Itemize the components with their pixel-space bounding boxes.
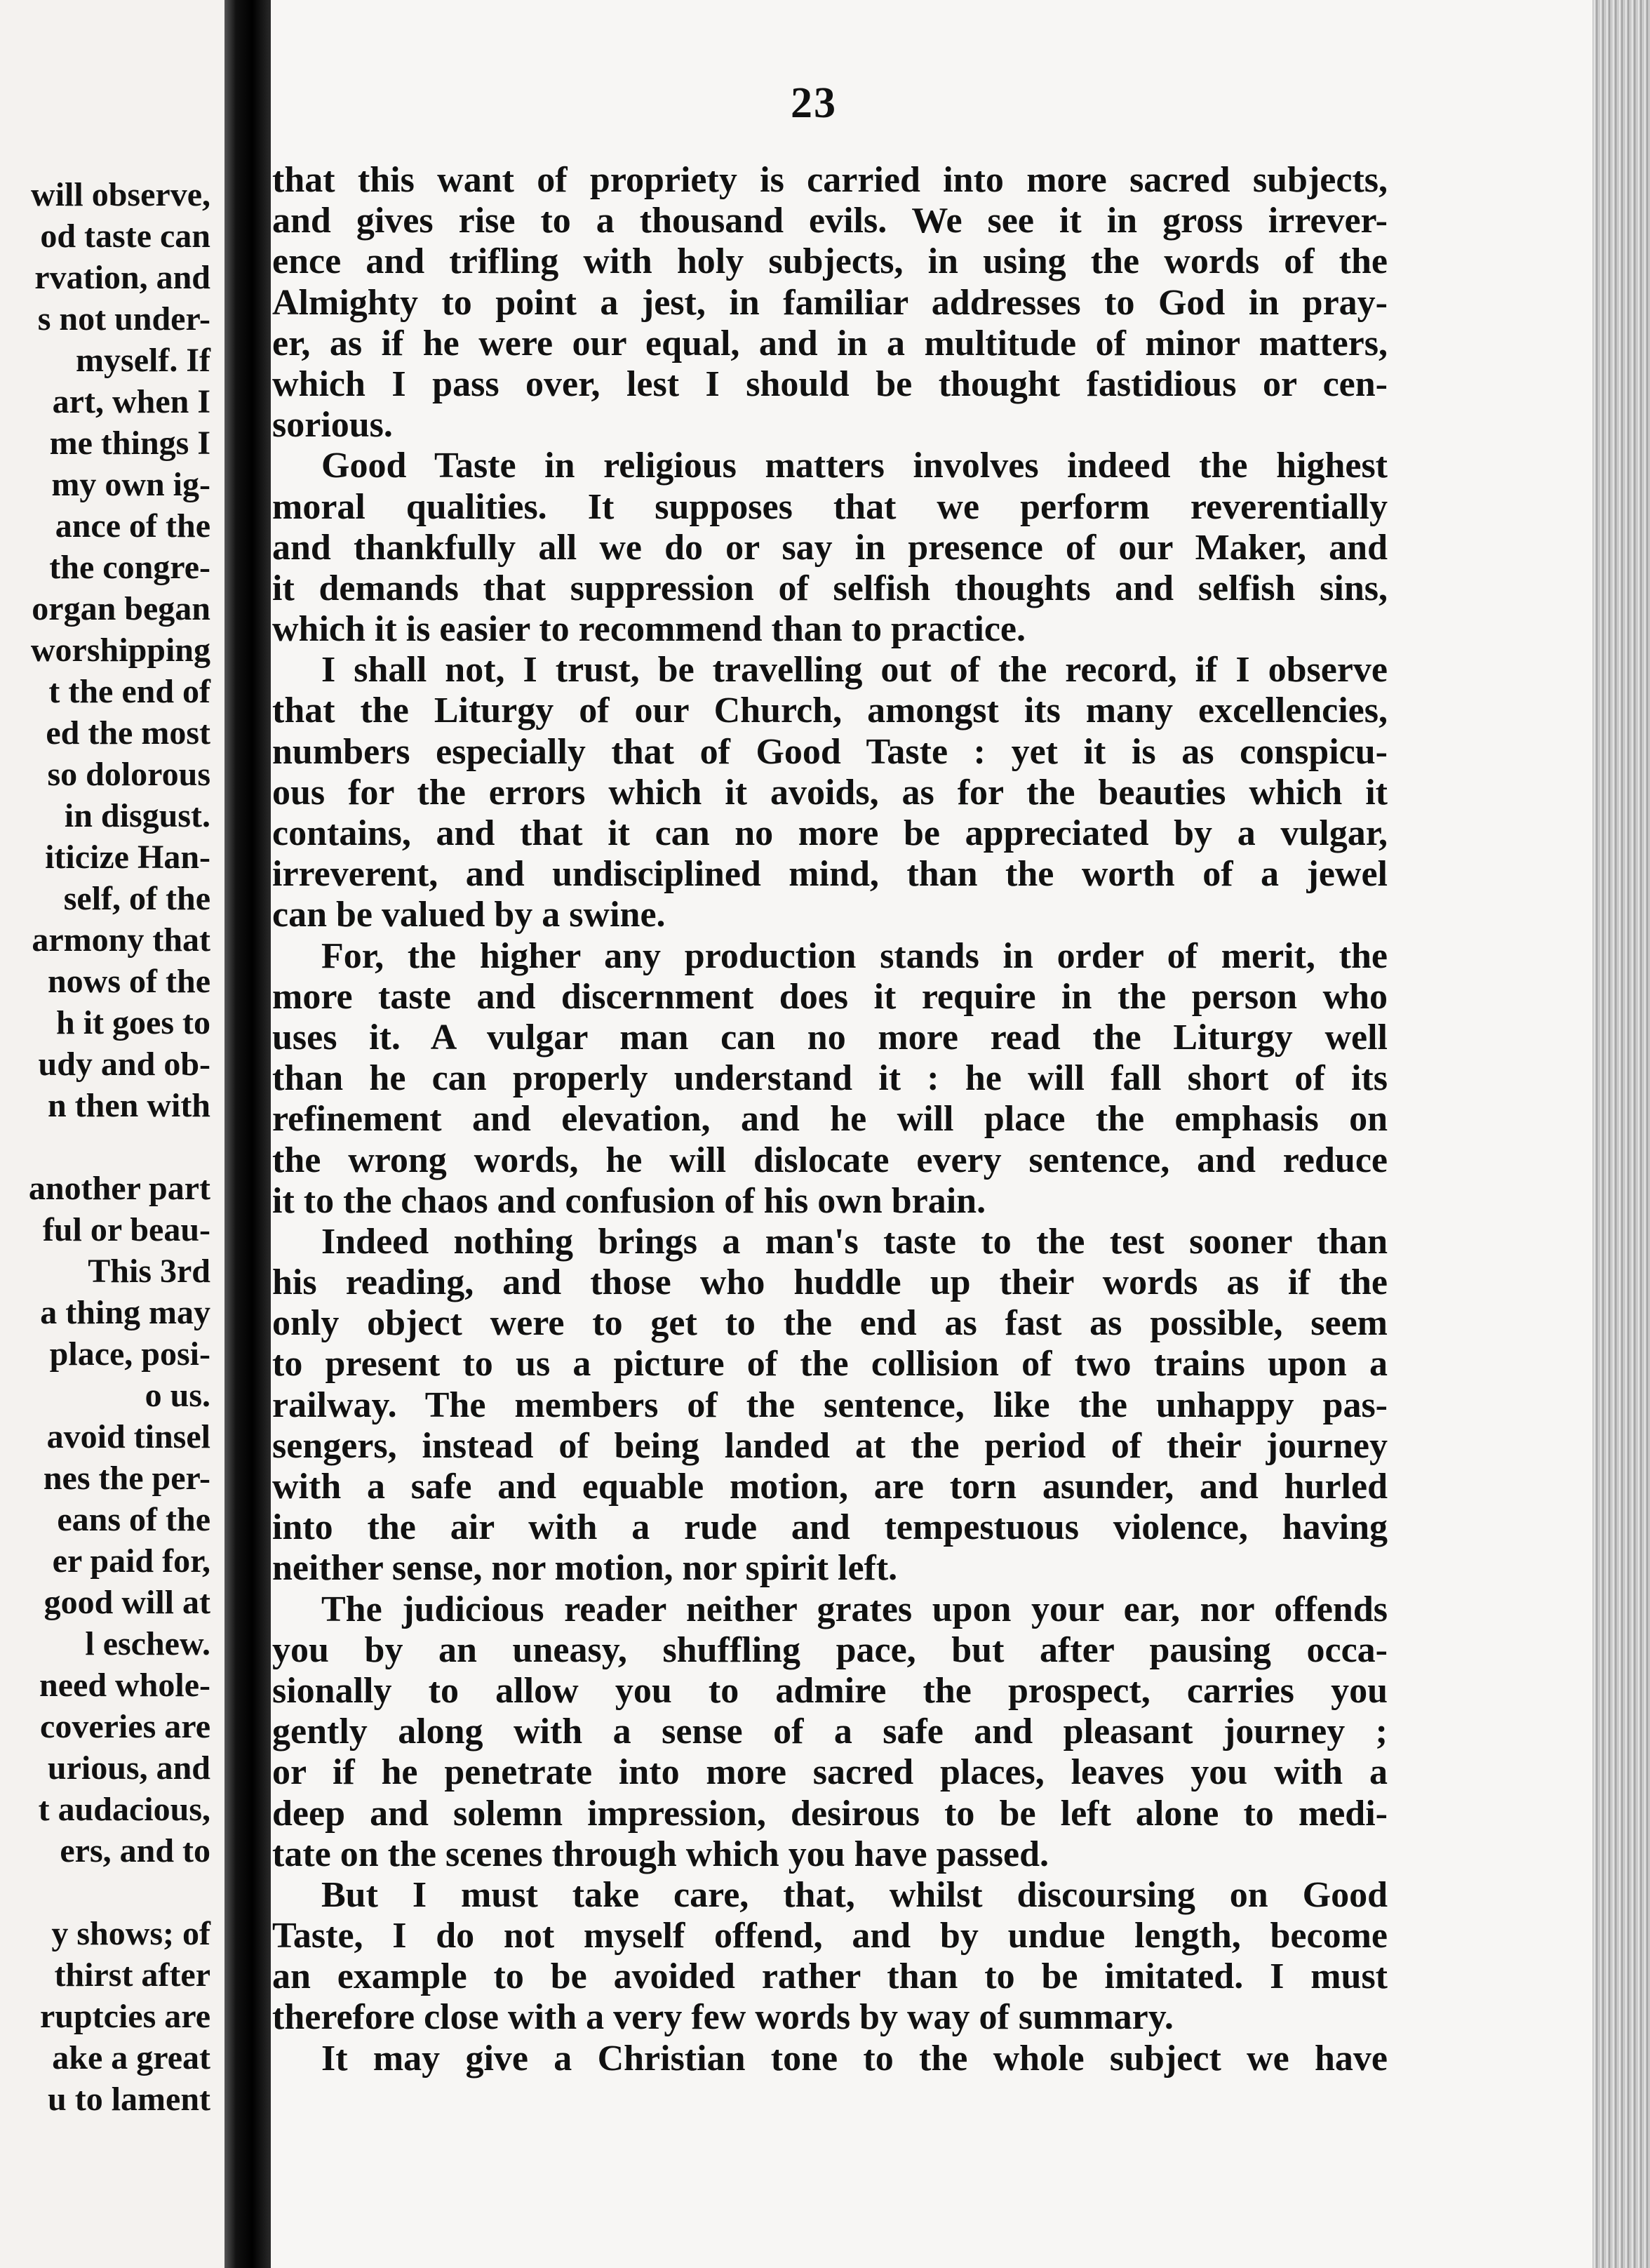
text-line: deep and solemn impression, desirous to be left alone to medi- bbox=[272, 1793, 1388, 1834]
left-page-line: organ began bbox=[32, 590, 210, 627]
left-page-line: worshipping bbox=[30, 632, 210, 669]
text-line: railway. The members of the sentence, like the unhappy pas- bbox=[272, 1385, 1388, 1425]
left-page-line: my own ig- bbox=[51, 466, 210, 503]
left-page-line: er paid for, bbox=[52, 1542, 210, 1580]
left-page-line: self, of the bbox=[63, 880, 210, 917]
left-page-line: art, when I bbox=[52, 383, 210, 420]
text-line: it to the chaos and confusion of his own brain. bbox=[272, 1180, 986, 1221]
left-page-line: u to lament bbox=[48, 2081, 210, 2118]
left-page-line: t the end of bbox=[48, 673, 210, 710]
text-line: Good Taste in religious matters involves indeed the highest bbox=[321, 446, 1388, 486]
left-page-line: ed the most bbox=[46, 714, 210, 752]
left-page-line bbox=[0, 1872, 210, 1913]
left-page-line: nes the per- bbox=[43, 1460, 210, 1497]
left-page-line: urious, and bbox=[47, 1749, 210, 1787]
text-line: refinement and elevation, and he will place the emphasis on bbox=[272, 1099, 1388, 1140]
left-page-line: nows of the bbox=[47, 963, 210, 1000]
text-line: that this want of propriety is carried into more sacred subjects, bbox=[272, 160, 1388, 200]
text-line: or if he penetrate into more sacred places, leaves you with a bbox=[272, 1752, 1388, 1793]
text-line: er, as if he were our equal, and in a multitude of minor matters, bbox=[272, 323, 1388, 363]
text-line: tate on the scenes through which you have passed. bbox=[272, 1834, 1049, 1874]
left-page-text bbox=[0, 174, 210, 2120]
text-line: moral qualities. It supposes that we perform reverentially bbox=[272, 486, 1388, 527]
page-body-text bbox=[272, 160, 1388, 2079]
left-page-line: avoid tinsel bbox=[46, 1418, 210, 1455]
left-page-line: h it goes to bbox=[56, 1004, 210, 1041]
text-line: sionally to allow you to admire the prospect, carries you bbox=[272, 1670, 1388, 1711]
text-line: sengers, instead of being landed at the period of their journey bbox=[272, 1425, 1388, 1466]
left-page-line: good will at bbox=[43, 1584, 210, 1621]
left-page-line: a thing may bbox=[40, 1294, 210, 1331]
text-line: and gives rise to a thousand evils. We see it in gross irrever- bbox=[272, 201, 1388, 241]
left-page-line bbox=[0, 1126, 210, 1168]
text-line: to present to us a picture of the collision of two trains upon a bbox=[272, 1344, 1388, 1385]
text-line: Taste, I do not myself offend, and by undue length, become bbox=[272, 1916, 1388, 1956]
text-line: which it is easier to recommend than to practice. bbox=[272, 609, 1026, 650]
text-line: with a safe and equable motion, are torn asunder, and hurled bbox=[272, 1467, 1388, 1507]
left-page-line: place, posi- bbox=[49, 1335, 210, 1373]
text-line: which I pass over, lest I should be thought fastidious or cen- bbox=[272, 363, 1388, 404]
left-page-line: y shows; of bbox=[51, 1915, 210, 1952]
left-page-line: eans of the bbox=[57, 1501, 210, 1538]
text-line: irreverent, and undisciplined mind, than the worth of a jewel bbox=[272, 854, 1388, 895]
text-line: sorious. bbox=[272, 405, 393, 446]
text-line: his reading, and those who huddle up their words as if the bbox=[272, 1262, 1388, 1303]
left-page-line: iticize Han- bbox=[45, 839, 210, 876]
text-line: I shall not, I trust, be travelling out of the record, if I observe bbox=[321, 650, 1388, 691]
text-line: ence and trifling with holy subjects, in using the words of the bbox=[272, 241, 1388, 282]
left-page-line: another part bbox=[28, 1170, 210, 1207]
left-page-line: me things I bbox=[49, 425, 210, 462]
text-line: more taste and discernment does it require in the person who bbox=[272, 976, 1388, 1017]
left-page-line: ake a great bbox=[52, 2039, 210, 2076]
left-facing-page bbox=[0, 0, 224, 2268]
text-line: numbers especially that of Good Taste : yet it is as conspicu- bbox=[272, 731, 1388, 772]
left-page-line: udy and ob- bbox=[38, 1046, 210, 1083]
text-line: therefore close with a very few words by way of summary. bbox=[272, 1997, 1174, 2038]
left-page-line: ruptcies are bbox=[39, 1998, 210, 2035]
text-line: neither sense, nor motion, nor spirit left. bbox=[272, 1548, 898, 1589]
text-line: that the Liturgy of our Church, amongst its many excellencies, bbox=[272, 691, 1388, 731]
text-line: ous for the errors which it avoids, as for the beauties which it bbox=[272, 772, 1388, 813]
left-page-line: myself. If bbox=[76, 342, 210, 379]
text-line: uses it. A vulgar man can no more read the Liturgy well bbox=[272, 1017, 1388, 1058]
text-line: contains, and that it can no more be appreciated by a vulgar, bbox=[272, 813, 1388, 853]
text-line: The judicious reader neither grates upon your ear, nor offends bbox=[321, 1589, 1388, 1629]
text-line: Almighty to point a jest, in familiar addresses to God in pray- bbox=[272, 282, 1388, 323]
page-edges bbox=[1592, 0, 1650, 2268]
text-line: gently along with a sense of a safe and pleasant journey ; bbox=[272, 1712, 1388, 1752]
left-page-line: armony that bbox=[32, 921, 210, 959]
text-line: you by an uneasy, shuffling pace, but after pausing occa- bbox=[272, 1629, 1388, 1670]
book-gutter bbox=[224, 0, 271, 2268]
left-page-line: t audacious, bbox=[38, 1791, 210, 1828]
text-line: and thankfully all we do or say in presence of our Maker, and bbox=[272, 527, 1388, 568]
left-page-line: need whole- bbox=[39, 1667, 210, 1704]
left-page-line: rvation, and bbox=[34, 259, 210, 296]
text-line: it demands that suppression of selfish thoughts and selfish sins, bbox=[272, 568, 1388, 608]
left-page-line: will observe, bbox=[31, 176, 210, 213]
left-page-line: the congre- bbox=[49, 549, 210, 586]
left-page-line: od taste can bbox=[40, 218, 210, 255]
left-page-line: coveries are bbox=[40, 1708, 210, 1745]
text-line: can be valued by a swine. bbox=[272, 895, 666, 935]
text-line: into the air with a rude and tempestuous violence, having bbox=[272, 1507, 1388, 1548]
left-page-line: n then with bbox=[47, 1087, 210, 1124]
left-page-line: ful or beau- bbox=[42, 1211, 210, 1248]
left-page-line: o us. bbox=[145, 1377, 210, 1414]
left-page-line: so dolorous bbox=[47, 756, 210, 793]
left-page-line: ers, and to bbox=[60, 1832, 210, 1869]
left-page-line: This 3rd bbox=[88, 1253, 210, 1290]
left-page-line: s not under- bbox=[37, 300, 210, 338]
left-page-line: ance of the bbox=[55, 507, 210, 545]
text-line: For, the higher any production stands in order of merit, the bbox=[321, 935, 1388, 976]
left-page-line: l eschew. bbox=[85, 1625, 210, 1662]
text-line: only object were to get to the end as fast as possible, seem bbox=[272, 1303, 1388, 1344]
text-line: But I must take care, that, whilst discoursing on Good bbox=[321, 1874, 1388, 1915]
text-line: than he can properly understand it : he will fall short of its bbox=[272, 1058, 1388, 1099]
text-line: the wrong words, he will dislocate every sentence, and reduce bbox=[272, 1140, 1388, 1180]
text-line: an example to be avoided rather than to be imitated. I must bbox=[272, 1956, 1388, 1997]
left-page-line: thirst after bbox=[54, 1956, 210, 1994]
text-line: It may give a Christian tone to the whole subject we have bbox=[321, 2038, 1388, 2079]
page-number: 23 bbox=[791, 79, 837, 127]
text-line: Indeed nothing brings a man's taste to the test sooner than bbox=[321, 1221, 1388, 1262]
left-page-line: in disgust. bbox=[64, 797, 210, 834]
